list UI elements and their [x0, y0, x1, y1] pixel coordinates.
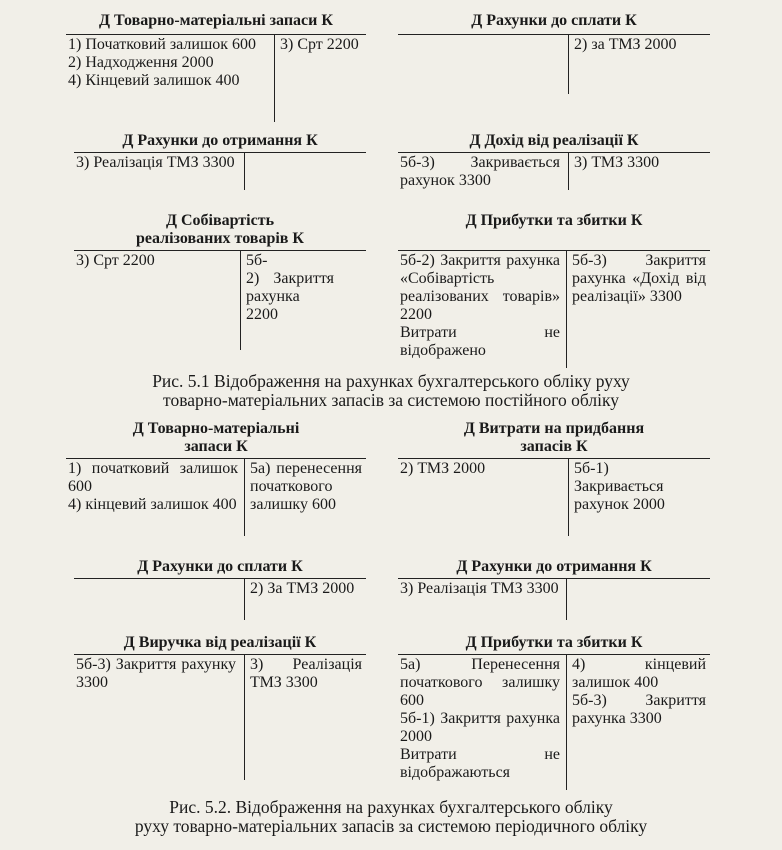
t-account-payables [74, 558, 366, 624]
t-account-credit: 3) Срт 2200 [280, 36, 359, 53]
figure-caption: Рис. 5.2. Відображення на рахунках бухгалтерського обліку руху товарно-матеріальних запасів за системою періодичного обліку [134, 797, 648, 836]
t-account-cost-of-goods-sold [74, 212, 366, 362]
t-account-horizontal-line [66, 34, 366, 35]
t-account-credit: 5б-1) Закривається рахунок 2000 [574, 460, 665, 513]
t-account-horizontal-line [398, 654, 710, 655]
t-account-debit: 3) Срт 2200 [76, 252, 155, 269]
t-account-profit-and-loss [398, 634, 710, 792]
t-account-horizontal-line [398, 152, 710, 153]
t-account-vertical-line [244, 654, 245, 780]
t-account-horizontal-line [66, 458, 366, 459]
t-account-title: Д Витрати на придбання запасів К [463, 420, 645, 455]
t-account-payables [398, 12, 710, 102]
t-account-credit: 3) Реалізація ТМЗ 3300 [250, 656, 362, 691]
t-account-title: Д Рахунки до сплати К [471, 12, 637, 29]
t-account-vertical-line [274, 34, 275, 122]
t-account-title: Д Прибутки та збитки К [465, 212, 643, 229]
t-account-title: Д Дохід від реалізації К [469, 132, 639, 149]
t-account-credit: 2) За ТМЗ 2000 [250, 580, 355, 597]
t-account-debit: 1) Початковий залишок 600 2) Надходження 2000 4) Кінцевий залишок 400 [68, 36, 257, 89]
t-account-title: Д Прибутки та збитки К [465, 634, 643, 651]
t-account-horizontal-line [74, 654, 366, 655]
t-account-vertical-line [244, 152, 245, 190]
t-account-sales-revenue [74, 634, 366, 784]
t-account-horizontal-line [74, 152, 366, 153]
t-account-horizontal-line [74, 578, 366, 579]
t-account-vertical-line [568, 152, 569, 190]
t-account-vertical-line [566, 654, 567, 790]
t-account-credit: 5б- 2) Закриття рахунка 2200 [246, 252, 334, 323]
t-account-title: Д Собівартість реалізованих товарів К [135, 212, 305, 247]
t-account-debit: 5а) Перенесення початкового залишку 600 5б-1) Закриття рахунка 2000 Витрати не відображаються [400, 656, 560, 781]
t-account-title: Д Рахунки до отримання К [122, 132, 318, 149]
t-account-horizontal-line [398, 34, 710, 35]
t-account-profit-and-loss [398, 212, 710, 372]
t-account-debit: 1) початковий залишок 600 4) кінцевий залишок 400 [68, 460, 238, 513]
t-account-debit: 5б-3) Закривається рахунок 3300 [400, 154, 560, 189]
t-account-credit: 3) ТМЗ 3300 [574, 154, 660, 171]
t-account-horizontal-line [74, 250, 366, 251]
t-account-vertical-line [244, 578, 245, 620]
t-account-purchase-expenses [398, 420, 710, 538]
t-account-horizontal-line [398, 578, 710, 579]
t-account-title: Д Рахунки до сплати К [137, 558, 303, 575]
t-account-credit: 4) кінцевий залишок 400 5б-3) Закриття рахунка 3300 [572, 656, 706, 727]
t-account-credit: 5а) перенесення початкового залишку 600 [250, 460, 362, 513]
t-account-vertical-line [568, 34, 569, 94]
t-account-vertical-line [566, 578, 567, 620]
t-account-horizontal-line [398, 250, 710, 251]
t-account-inventory [66, 12, 366, 112]
t-account-credit: 2) за ТМЗ 2000 [574, 36, 677, 53]
t-account-horizontal-line [398, 458, 710, 459]
t-account-vertical-line [244, 458, 245, 536]
t-account-debit: 2) ТМЗ 2000 [400, 460, 486, 477]
t-account-debit: 5б-2) Закриття рахунка «Собівартість реалізованих товарів» 2200 Витрати не відображено [400, 252, 560, 359]
t-account-inventory [66, 420, 366, 538]
t-account-vertical-line [566, 250, 567, 368]
t-account-debit: 5б-3) Закриття рахунку 3300 [76, 656, 236, 691]
t-account-receivables [398, 558, 710, 624]
t-account-title: Д Товарно-матеріальні запаси К [132, 420, 300, 455]
figure-caption: Рис. 5.1 Відображення на рахунках бухгалтерського обліку руху товарно-матеріальних запасів за системою постійного обліку [152, 371, 630, 410]
t-account-title: Д Рахунки до отримання К [456, 558, 652, 575]
t-account-receivables [74, 132, 366, 192]
t-account-credit: 5б-3) Закриття рахунка «Дохід від реалізації» 3300 [572, 252, 706, 305]
t-account-debit: 3) Реалізація ТМЗ 3300 [400, 580, 559, 597]
t-account-vertical-line [240, 250, 241, 350]
t-account-sales-revenue [398, 132, 710, 192]
t-account-debit: 3) Реалізація ТМЗ 3300 [76, 154, 235, 171]
t-account-title: Д Виручка від реалізації К [123, 634, 317, 651]
t-account-title: Д Товарно-матеріальні запаси К [99, 12, 333, 29]
t-account-vertical-line [568, 458, 569, 536]
